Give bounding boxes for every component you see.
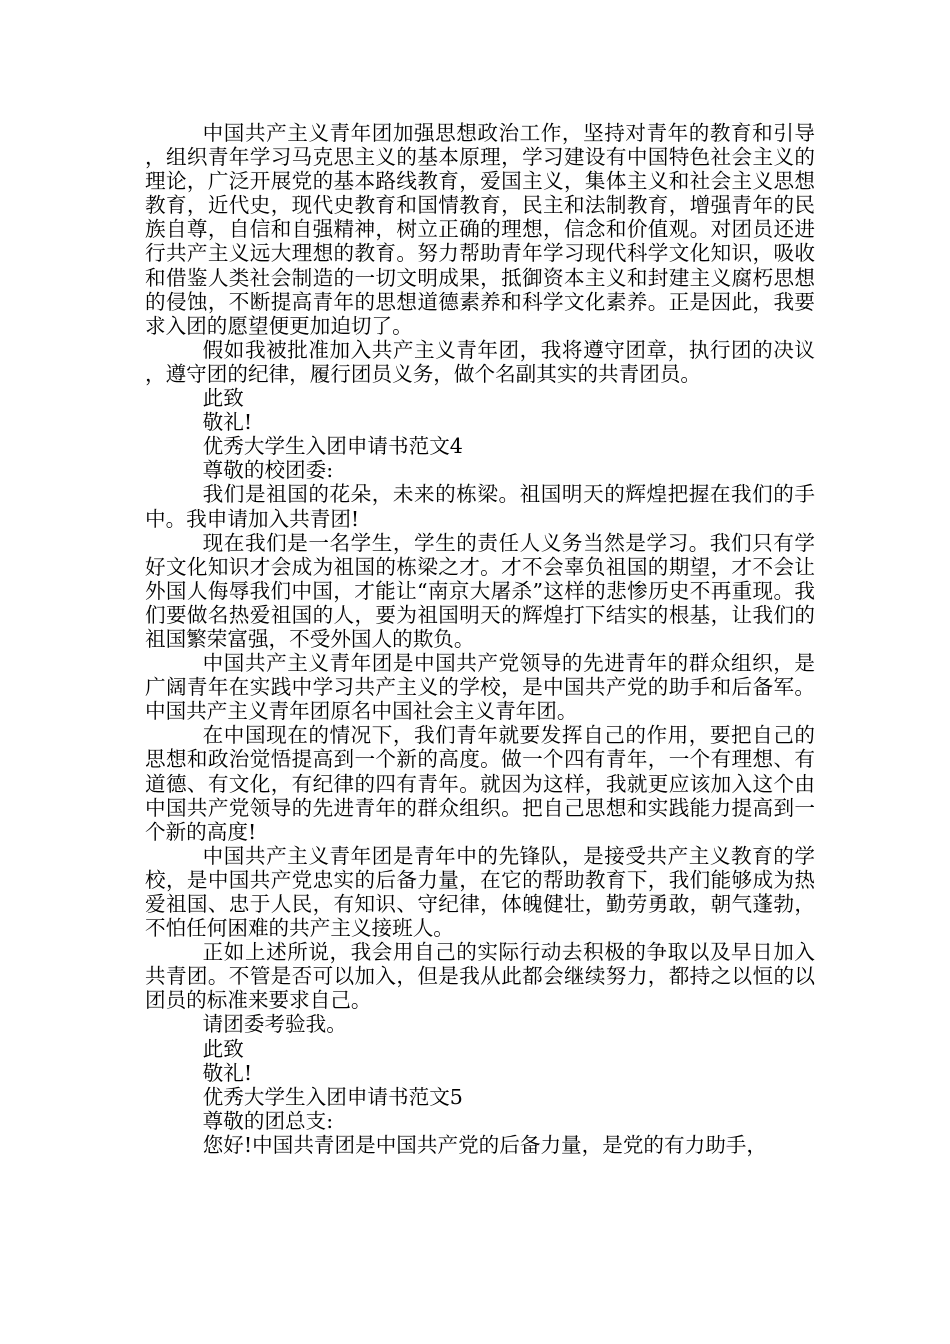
closing-request-review: 请团委考验我。 — [202, 1012, 347, 1037]
paragraph-league-definition: 中国共产主义青年团是中国共产党领导的先进青年的群众组织，是广阔青年在实践中学习共产主义的学校，是中国共产党的助手和后备军。中国共产主义青年团原名中国社会主义青年团。 — [145, 651, 815, 724]
paragraph-pledge: 假如我被批准加入共产主义青年团，我将遵守团章，执行团的决议，遵守团的纪律，履行团员义务，做个名副其实的共青团员。 — [145, 337, 815, 386]
paragraph-league-education: 中国共产主义青年团加强思想政治工作，坚持对青年的教育和引导，组织青年学习马克思主义的基本原理，学习建设有中国特色社会主义的理论，广泛开展党的基本路线教育，爱国主义，集体主义和社会主义思想教育，近代史，现代史教育和国情教育，民主和法制教育，增强青年的民族自尊，自信和自强精神，树立正确的理想，信念和价值观。对团员还进行共产主义远大理想的教育。努力帮助青年学习现代科学文化知识，吸收和借鉴人类社会制造的一切文明成果，抵御资本主义和封建主义腐朽思想的侵蚀，不断提高青年的思想道德素养和科学文化素养。正是因此，我要求入团的愿望便更加迫切了。 — [145, 121, 815, 338]
closing-jingli-2: 敬礼! — [202, 1060, 253, 1085]
paragraph-youth-role: 在中国现在的情况下，我们青年就要发挥自己的作用，要把自己的思想和政治觉悟提高到一个新的高度。做一个四有青年，一个有理想、有道德、有文化，有纪律的四有青年。就因为这样，我就更应该加入这个由中国共产党领导的先进青年的群众组织。把自己思想和实践能力提高到一个新的高度! — [145, 723, 815, 844]
salutation-branch: 尊敬的团总支: — [202, 1108, 334, 1133]
paragraph-action: 正如上述所说，我会用自己的实际行动去积极的争取以及早日加入共青团。不管是否可以加入，但是我从此都会继续努力，都持之以恒的以团员的标准来要求自己。 — [145, 940, 815, 1013]
paragraph-student-duty: 现在我们是一名学生，学生的责任人义务当然是学习。我们只有学好文化知识才会成为祖国的栋梁之才。才不会辜负祖国的期望，才不会让外国人侮辱我们中国，才能让“南京大屠杀”这样的悲惨历史不再重现。我们要做名热爱祖国的人，要为祖国明天的辉煌打下结实的根基，让我们的祖国繁荣富强，不受外国人的欺负。 — [145, 530, 815, 651]
section-title-sample-4: 优秀大学生入团申请书范文4 — [202, 434, 463, 459]
paragraph-vanguard: 中国共产主义青年团是青年中的先锋队，是接受共产主义教育的学校，是中国共产党忠实的后备力量，在它的帮助教育下，我们能够成为热爱祖国、忠于人民，有知识、守纪律，体魄健壮，勤劳勇敢，朝气蓬勃，不怕任何困难的共产主义接班人。 — [145, 843, 815, 941]
section-title-sample-5: 优秀大学生入团申请书范文5 — [202, 1084, 463, 1109]
closing-cizhi: 此致 — [202, 386, 244, 411]
paragraph-flowers-of-motherland: 我们是祖国的花朵，未来的栋梁。祖国明天的辉煌把握在我们的手中。我申请加入共青团! — [145, 482, 815, 531]
document-page — [145, 121, 815, 1157]
salutation-school-committee: 尊敬的校团委: — [202, 458, 334, 483]
paragraph-greeting: 您好!中国共青团是中国共产党的后备力量，是党的有力助手， — [202, 1132, 767, 1157]
closing-cizhi-2: 此致 — [202, 1036, 244, 1061]
closing-jingli: 敬礼! — [202, 410, 253, 435]
